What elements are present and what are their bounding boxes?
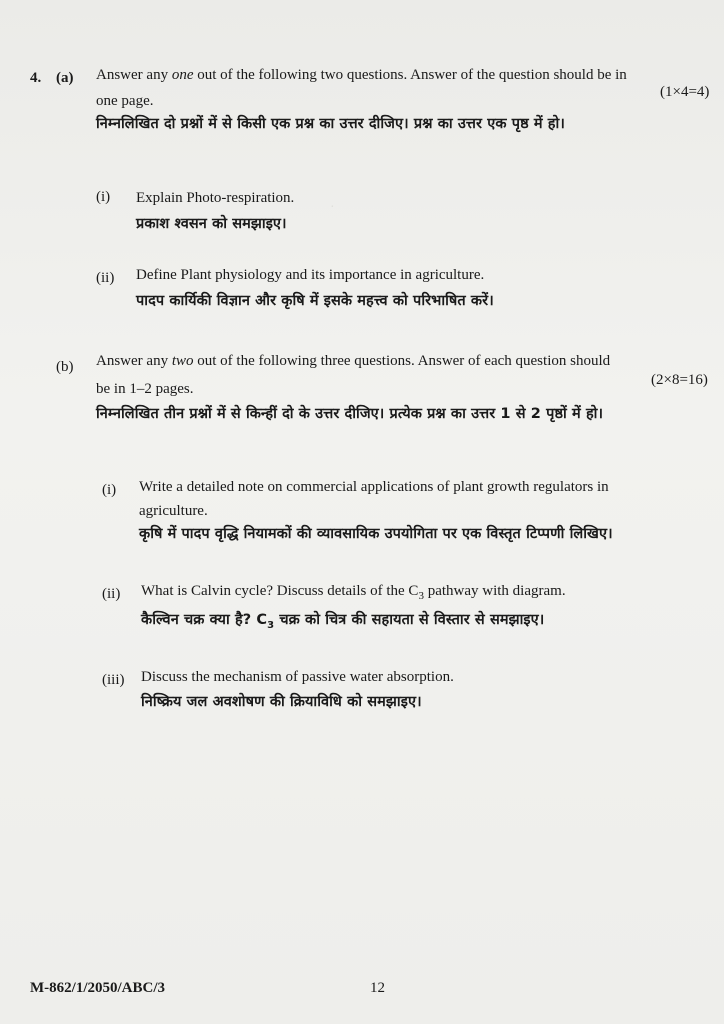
item-a-i-hi: प्रकाश श्वसन को समझाइए। xyxy=(136,216,287,232)
part-b-instruction-hi: निम्नलिखित तीन प्रश्नों में से किन्हीं दो के उत्तर दीजिए। प्रत्येक प्रश्न का उत्तर 1 से 2 पृष्ठों में हो। xyxy=(96,406,604,422)
show-through-texture: · xyxy=(330,200,335,215)
part-a-instruction-en-line2: one page. xyxy=(96,93,154,109)
item-a-i-en: Explain Photo-respiration. xyxy=(136,190,295,206)
paper-code: M-862/1/2050/ABC/3 xyxy=(30,980,165,996)
item-b-i-label: (i) xyxy=(102,482,117,498)
item-b-ii-en: What is Calvin cycle? Discuss details of the $C_3$ pathway with diagram. xyxy=(141,583,566,602)
item-b-iii-hi: निष्क्रिय जल अवशोषण की क्रियाविधि को समझाइए। xyxy=(141,694,422,710)
item-b-iii-en: Discuss the mechanism of passive water absorption. xyxy=(141,669,454,685)
item-a-ii-hi: पादप कार्यिकी विज्ञान और कृषि में इसके महत्त्व को परिभाषित करें। xyxy=(136,293,494,309)
part-a-marks: (1×4=4) xyxy=(660,84,710,100)
item-b-iii-label: (iii) xyxy=(102,672,125,688)
item-b-ii-hi: कैल्विन चक्र क्या है? $C_3$ चक्र को चित्र की सहायता से विस्तार से समझाइए। xyxy=(141,612,545,631)
part-a-instruction-en: Answer any one out of the following two questions. Answer of the question should be in xyxy=(96,67,627,83)
item-b-i-en-line2: agriculture. xyxy=(139,503,208,519)
item-a-ii-label: (ii) xyxy=(96,270,115,286)
part-b-marks: (2×8=16) xyxy=(651,372,708,388)
item-b-i-en-line1: Write a detailed note on commercial applications of plant growth regulators in xyxy=(139,479,609,495)
part-a-label: (a) xyxy=(56,70,74,86)
item-b-ii-label: (ii) xyxy=(102,586,121,602)
part-a-instruction-hi: निम्नलिखित दो प्रश्नों में से किसी एक प्रश्न का उत्तर दीजिए। प्रश्न का उत्तर एक पृष्ठ में हो। xyxy=(96,116,565,132)
page-number: 12 xyxy=(370,980,385,996)
question-number: 4. xyxy=(30,70,42,86)
item-a-ii-en: Define Plant physiology and its importance in agriculture. xyxy=(136,267,485,283)
item-a-i-label: (i) xyxy=(96,189,111,205)
item-b-i-hi: कृषि में पादप वृद्धि नियामकों की व्यावसायिक उपयोगिता पर एक विस्तृत टिप्पणी लिखिए। xyxy=(139,526,613,542)
part-b-instruction-en-line2: be in 1–2 pages. xyxy=(96,381,194,397)
part-b-label: (b) xyxy=(56,359,74,375)
part-b-instruction-en: Answer any two out of the following three questions. Answer of each question should xyxy=(96,353,611,369)
